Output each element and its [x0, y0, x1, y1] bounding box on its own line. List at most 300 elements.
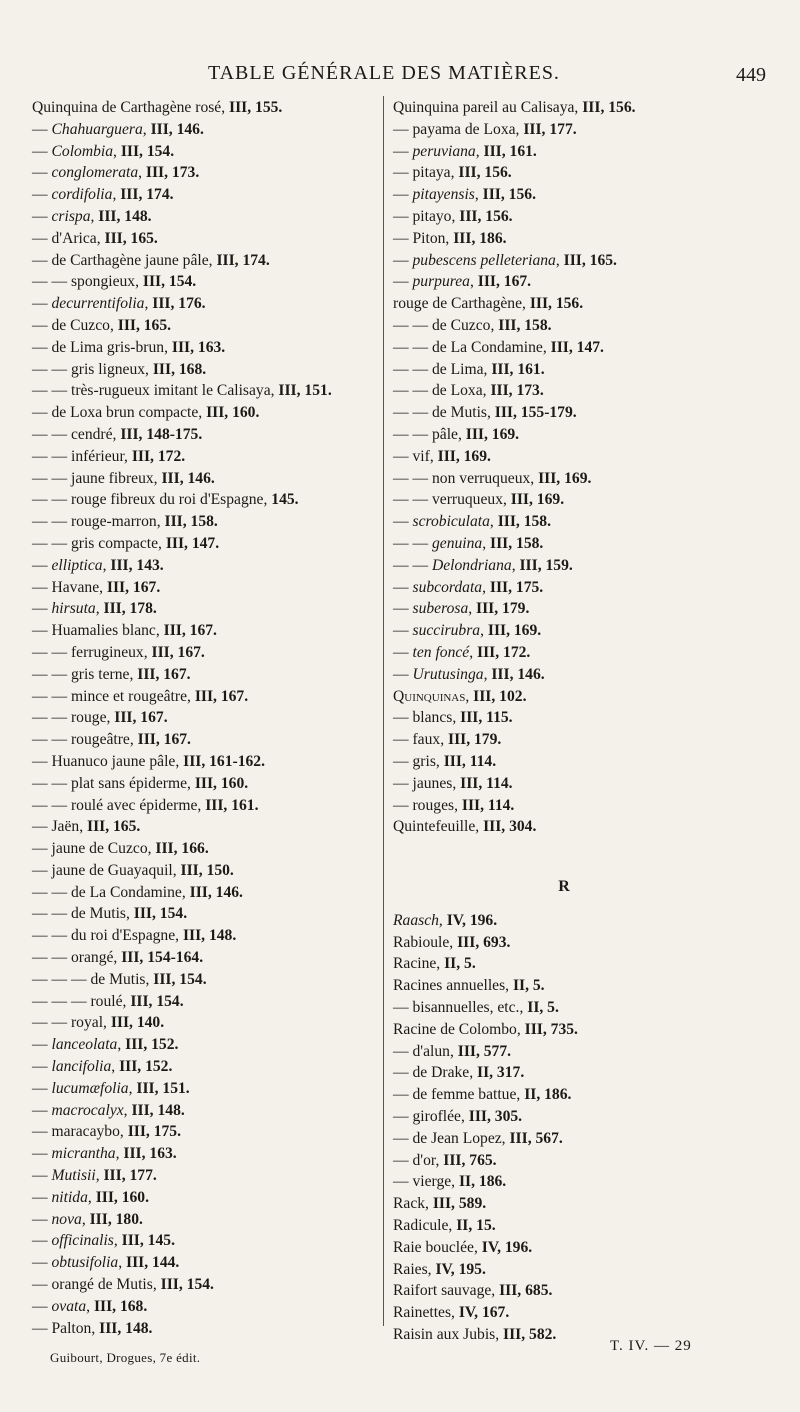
entry-term: — Huanuco jaune pâle,	[32, 752, 184, 770]
entry-term: ,	[102, 556, 111, 574]
index-entry	[393, 228, 763, 250]
entry-reference: III, 156.	[529, 295, 584, 313]
entry-term: Racines annuelles,	[393, 977, 513, 995]
index-entry	[32, 991, 377, 1013]
entry-term: Rack,	[393, 1195, 433, 1213]
entry-term: — — du roi d'Espagne,	[32, 927, 183, 945]
index-entry	[393, 953, 763, 975]
entry-reference: III, 167.	[477, 273, 532, 291]
entry-reference: III, 146.	[189, 883, 243, 901]
entry-term: — — — roulé,	[32, 992, 131, 1010]
entry-term: — rouges,	[393, 796, 462, 814]
index-entry	[393, 598, 763, 620]
index-entry	[393, 250, 763, 272]
entry-reference: III, 115.	[460, 709, 513, 727]
entry-term: — — de Loxa,	[393, 382, 491, 400]
entry-term: —	[393, 513, 413, 531]
entry-reference: III, 158.	[497, 513, 551, 531]
entry-term-italic: cordifolia	[51, 186, 113, 204]
entry-term: —	[32, 295, 52, 313]
entry-reference: III, 765.	[443, 1151, 497, 1169]
index-entry	[32, 1318, 377, 1340]
entry-reference: III, 156.	[459, 207, 513, 225]
entry-term-italic: crispa	[51, 207, 91, 225]
entry-reference: III, 158.	[490, 534, 544, 552]
entry-term-italic: elliptica	[51, 556, 103, 574]
entry-term: Rabioule,	[393, 933, 458, 951]
entry-term: —	[32, 1210, 52, 1228]
entry-term: ,	[86, 1297, 94, 1315]
entry-reference: III, 172.	[131, 447, 186, 465]
entry-term-italic: Raasch	[393, 911, 439, 929]
entry-reference: III, 154.	[153, 970, 207, 988]
entry-reference: II, 5.	[512, 977, 545, 995]
entry-reference: III, 161.	[205, 796, 259, 814]
entry-term: ,	[511, 556, 520, 574]
index-entry	[393, 337, 763, 359]
entry-term: —	[32, 1101, 52, 1119]
entry-term: — — spongieux,	[32, 273, 143, 291]
entry-term: — vierge,	[393, 1173, 459, 1191]
index-entry	[32, 925, 377, 947]
entry-reference: III, 305.	[468, 1108, 523, 1126]
index-entry	[393, 1215, 763, 1237]
entry-term: ,	[144, 295, 153, 313]
entry-term: — d'Arica,	[32, 229, 105, 247]
index-entry	[32, 97, 377, 119]
entry-term: ,	[95, 600, 104, 618]
index-entry	[32, 773, 377, 795]
entry-reference: III, 146.	[161, 469, 215, 487]
page-number: 449	[736, 64, 766, 86]
entry-reference: III, 167.	[137, 731, 191, 749]
entry-reference: III, 165.	[117, 316, 172, 334]
entry-term: —	[32, 600, 52, 618]
entry-term: —	[393, 665, 413, 683]
index-entry	[32, 271, 377, 293]
entry-term: Quinquina pareil au Calisaya,	[393, 99, 583, 116]
entry-term-italic: nova	[51, 1210, 82, 1228]
entry-term: — Jaën,	[32, 818, 87, 836]
entry-reference: III, 168.	[93, 1297, 148, 1315]
entry-reference: III, 154.	[120, 142, 175, 160]
index-entry	[393, 664, 763, 686]
index-entry	[393, 1280, 763, 1302]
footer-imprint: Guibourt, Drogues, 7e édit.	[50, 1350, 201, 1365]
entry-reference: III, 169.	[465, 425, 520, 443]
entry-term: —	[393, 578, 413, 596]
entry-term: —	[32, 142, 52, 160]
entry-reference: III, 567.	[509, 1129, 563, 1147]
entry-term: — — de La Condamine,	[393, 338, 551, 356]
entry-term: —	[393, 186, 413, 204]
entry-term: Raie bouclée,	[393, 1238, 482, 1256]
index-entry	[32, 816, 377, 838]
index-entry	[393, 468, 763, 490]
entry-term: — d'alun,	[393, 1042, 458, 1060]
running-header	[0, 58, 800, 92]
entry-term-italic: peruviana	[412, 142, 476, 160]
entry-reference: III, 148.	[182, 927, 237, 945]
entry-reference: III, 158.	[498, 316, 552, 334]
entry-reference: III, 176.	[152, 295, 206, 313]
entry-term: ,	[468, 600, 477, 618]
index-entry	[32, 119, 377, 141]
index-entry	[32, 686, 377, 708]
entry-term: Quinquina de Carthagène rosé,	[32, 99, 230, 116]
entry-term: — — rougeâtre,	[32, 731, 138, 749]
entry-term: ,	[482, 534, 491, 552]
entry-term: — vif,	[393, 447, 438, 465]
entry-reference: III, 154.	[142, 273, 197, 291]
entry-term-italic: obtusifolia	[51, 1254, 119, 1272]
index-entry	[393, 1302, 763, 1324]
entry-term: Quintefeuille,	[393, 818, 484, 836]
index-entry	[32, 1274, 377, 1296]
index-entry	[32, 838, 377, 860]
entry-reference: IV, 195.	[435, 1260, 486, 1278]
entry-term: ,	[118, 1254, 127, 1272]
entry-term: ,	[128, 1079, 137, 1097]
entry-reference: III, 174.	[216, 251, 270, 269]
entry-term-italic: nitida	[51, 1188, 88, 1206]
entry-term: ,	[142, 120, 151, 138]
entry-term: — de femme battue,	[393, 1086, 525, 1104]
entry-term: — — inférieur,	[32, 447, 132, 465]
entry-term: ,	[555, 251, 564, 269]
entry-reference: III, 144.	[126, 1254, 180, 1272]
entry-reference: II, 186.	[524, 1086, 572, 1104]
entry-reference: III, 146.	[150, 120, 204, 138]
index-entry	[393, 620, 763, 642]
entry-term: — de Carthagène jaune pâle,	[32, 251, 217, 269]
entry-reference: III, 152.	[125, 1036, 179, 1054]
entry-term: —	[32, 1297, 52, 1315]
entry-term: ,	[81, 1210, 90, 1228]
entry-reference: III, 154.	[130, 992, 184, 1010]
index-entry	[32, 707, 377, 729]
index-entry	[32, 141, 377, 163]
entry-term-italic: lanceolata	[51, 1036, 118, 1054]
entry-term: —	[32, 1232, 52, 1250]
index-entry	[393, 1084, 763, 1106]
entry-term: — jaune de Guayaquil,	[32, 861, 181, 879]
entry-reference: III, 175.	[489, 578, 544, 596]
entry-term: — — rouge fibreux du roi d'Espagne,	[32, 491, 272, 509]
entry-term: — giroflée,	[393, 1108, 469, 1126]
entry-reference: IV, 196.	[481, 1238, 533, 1256]
entry-term: —	[32, 1058, 52, 1076]
entry-reference: III, 140.	[110, 1014, 165, 1032]
index-entry	[393, 424, 763, 446]
entry-reference: III, 178.	[103, 600, 157, 618]
entry-term: — faux,	[393, 731, 448, 749]
entry-term: — bisannuelles, etc.,	[393, 999, 528, 1017]
entry-term: ,	[138, 164, 146, 182]
page-title: TABLE GÉNÉRALE DES MATIÈRES.	[208, 62, 560, 84]
entry-reference: III, 172.	[477, 643, 531, 661]
entry-reference: III, 155.	[229, 99, 283, 116]
entry-reference: II, 15.	[456, 1217, 496, 1235]
entry-term: — — de Lima,	[393, 360, 492, 378]
entry-reference: III, 186.	[453, 229, 507, 247]
entry-term-italic: Colombia	[51, 142, 114, 160]
entry-reference: III, 163.	[123, 1145, 177, 1163]
entry-reference: III, 177.	[103, 1167, 157, 1185]
entry-reference: III, 152.	[119, 1058, 173, 1076]
entry-reference: III, 159.	[519, 556, 573, 574]
index-entry	[393, 359, 763, 381]
entry-term: — — jaune fibreux,	[32, 469, 162, 487]
entry-term: Raifort sauvage,	[393, 1282, 500, 1300]
index-entry	[32, 315, 377, 337]
entry-term: ,	[95, 1167, 104, 1185]
entry-term: — — de Mutis,	[393, 404, 495, 422]
entry-term: ,	[482, 578, 490, 596]
entry-reference: III, 154.	[160, 1276, 214, 1294]
entry-term: —	[32, 1167, 52, 1185]
entry-term: —	[393, 142, 413, 160]
index-entry	[32, 446, 377, 468]
index-entry	[32, 402, 377, 424]
entry-term: —	[32, 1254, 52, 1272]
index-entry	[32, 795, 377, 817]
entry-term-italic: conglomerata	[51, 164, 139, 182]
entry-reference: II, 186.	[458, 1173, 507, 1191]
index-entry	[32, 555, 377, 577]
entry-reference: III, 167.	[151, 643, 205, 661]
entry-term: ,	[115, 1145, 124, 1163]
index-entry	[32, 228, 377, 250]
entry-reference: III, 148.	[99, 1319, 153, 1337]
entry-term: — Piton,	[393, 229, 454, 247]
entry-term: — de Cuzco,	[32, 316, 118, 334]
entry-reference: III, 167.	[106, 578, 161, 596]
index-entry	[393, 293, 763, 315]
entry-term: Racine de Colombo,	[393, 1020, 525, 1038]
entry-reference: III, 693.	[457, 933, 511, 951]
entry-reference: III, 169.	[510, 491, 565, 509]
entry-reference: III, 167.	[163, 622, 217, 640]
index-entry	[393, 162, 763, 184]
entry-term: — — roulé avec épiderme,	[32, 796, 206, 814]
index-entry	[32, 751, 377, 773]
index-entry	[393, 1171, 763, 1193]
entry-term: — de Drake,	[393, 1064, 477, 1082]
entry-term: — blancs,	[393, 709, 461, 727]
index-entry	[393, 795, 763, 817]
entry-reference: III, 146.	[491, 665, 545, 683]
entry-term: ,	[489, 513, 498, 531]
entry-reference: III, 147.	[550, 338, 604, 356]
entry-reference: III, 735.	[524, 1020, 578, 1038]
entry-term: — gris,	[393, 752, 444, 770]
entry-term: — — rouge-marron,	[32, 513, 165, 531]
entry-term: —	[32, 1079, 52, 1097]
entry-term: —	[32, 1036, 52, 1054]
entry-term: — de Lima gris-brun,	[32, 338, 172, 356]
entry-term: Radicule,	[393, 1217, 457, 1235]
entry-term: Racine,	[393, 955, 445, 973]
entry-term: ,	[438, 911, 447, 929]
index-entry	[32, 1296, 377, 1318]
entry-reference: III, 156.	[482, 186, 536, 204]
entry-term: — d'or,	[393, 1151, 444, 1169]
entry-term-italic: suberosa	[412, 600, 469, 618]
entry-reference: III, 154.	[133, 905, 188, 923]
index-entry	[32, 206, 377, 228]
entry-reference: III, 304.	[483, 818, 537, 836]
index-entry	[32, 620, 377, 642]
entry-reference: III, 156.	[582, 99, 636, 116]
entry-reference: III, 150.	[180, 861, 234, 879]
entry-term: — orangé de Mutis,	[32, 1276, 161, 1294]
index-entry	[32, 577, 377, 599]
index-entry	[32, 1209, 377, 1231]
entry-reference: 145.	[271, 491, 299, 509]
entry-term: —	[393, 251, 413, 269]
entry-term-italic: lancifolia	[51, 1058, 112, 1076]
entry-reference: III, 165.	[104, 229, 158, 247]
entry-reference: III, 154-164.	[121, 949, 204, 967]
entry-reference: III, 163.	[171, 338, 226, 356]
index-entry	[32, 969, 377, 991]
entry-term: — payama de Loxa,	[393, 120, 524, 138]
entry-term-italic: subcordata	[412, 578, 483, 596]
index-entry	[32, 882, 377, 904]
entry-term: ,	[475, 142, 484, 160]
entry-reference: III, 114.	[443, 752, 497, 770]
entry-term: —	[32, 186, 52, 204]
index-entry	[393, 1106, 763, 1128]
index-entry	[32, 250, 377, 272]
index-column-left	[32, 97, 377, 1339]
index-entry	[393, 380, 763, 402]
entry-term: — Palton,	[32, 1319, 100, 1337]
entry-reference: III, 151.	[278, 382, 332, 400]
entry-term: ,	[112, 186, 121, 204]
entry-reference: III, 151.	[136, 1079, 190, 1097]
index-entry	[393, 511, 763, 533]
index-entry	[393, 1041, 763, 1063]
entry-term: — — gris ligneux,	[32, 360, 153, 378]
entry-term: —	[393, 273, 413, 291]
index-entry	[393, 997, 763, 1019]
entry-reference: III, 169.	[538, 469, 592, 487]
index-column-right	[393, 97, 763, 1346]
index-entry	[393, 402, 763, 424]
entry-term: —	[32, 164, 52, 182]
index-entry	[393, 910, 763, 932]
index-entry	[393, 1150, 763, 1172]
entry-term-italic: ovata	[51, 1297, 87, 1315]
entry-reference: III, 173.	[145, 164, 200, 182]
index-entry	[393, 1259, 763, 1281]
index-entry	[32, 533, 377, 555]
index-entry	[393, 206, 763, 228]
entry-term: — pitayo,	[393, 207, 460, 225]
index-entry	[32, 947, 377, 969]
section-letter: R	[558, 878, 570, 896]
entry-term-italic: genuina	[431, 534, 483, 552]
entry-term-italic: Chahuarguera	[51, 120, 143, 138]
index-entry	[32, 293, 377, 315]
entry-reference: III, 160.	[95, 1188, 149, 1206]
index-entry	[393, 642, 763, 664]
entry-reference: III, 180.	[89, 1210, 143, 1228]
entry-reference: IV, 196.	[446, 911, 498, 929]
index-entry	[393, 1193, 763, 1215]
index-entry	[393, 707, 763, 729]
entry-term: — — plat sans épiderme,	[32, 774, 195, 792]
index-entry	[32, 903, 377, 925]
index-entry	[393, 773, 763, 795]
index-entry	[32, 1230, 377, 1252]
entry-reference: III, 145.	[121, 1232, 175, 1250]
entry-reference: III, 160.	[194, 774, 249, 792]
entry-reference: III, 175.	[127, 1123, 181, 1141]
entry-term: — — verruqueux,	[393, 491, 511, 509]
entry-reference: III, 114.	[461, 796, 515, 814]
entry-term: — — très-rugueux imitant le Calisaya,	[32, 382, 279, 400]
index-entry	[393, 932, 763, 954]
entry-reference: IV, 167.	[458, 1304, 510, 1322]
index-entry	[393, 533, 763, 555]
entry-term: — — orangé,	[32, 949, 122, 967]
entry-term-italic: scrobiculata	[412, 513, 490, 531]
index-entry	[393, 184, 763, 206]
entry-reference: III, 148-175.	[120, 425, 203, 443]
index-entry	[393, 1237, 763, 1259]
entry-reference: III, 169.	[437, 447, 491, 465]
entry-term: —	[32, 207, 52, 225]
index-entry	[32, 380, 377, 402]
entry-term: ,	[117, 1036, 126, 1054]
entry-reference: III, 589.	[432, 1195, 487, 1213]
entry-reference: III, 161.	[491, 360, 545, 378]
entry-term: — — gris terne,	[32, 665, 138, 683]
entry-term: — maracaybo,	[32, 1123, 128, 1141]
entry-term: ,	[87, 1188, 96, 1206]
entry-term-italic: Delondriana	[431, 556, 512, 574]
entry-reference: III, 177.	[523, 120, 577, 138]
entry-reference: III, 167.	[194, 687, 249, 705]
entry-term: — — ferrugineux,	[32, 643, 152, 661]
entry-reference: III, 166.	[155, 840, 209, 858]
entry-term: — — gris compacte,	[32, 534, 166, 552]
entry-term-italic: decurrentifolia	[51, 295, 145, 313]
index-entry	[32, 1187, 377, 1209]
entry-term: ,	[123, 1101, 132, 1119]
index-entry	[32, 184, 377, 206]
entry-reference: III, 148.	[131, 1101, 185, 1119]
index-entry	[32, 424, 377, 446]
entry-reference: II, 5.	[444, 955, 476, 973]
index-entry	[32, 1165, 377, 1187]
entry-reference: III, 161.	[483, 142, 537, 160]
entry-term: Raies,	[393, 1260, 436, 1278]
entry-term-italic: succirubra	[412, 622, 481, 640]
index-entry	[393, 1324, 763, 1346]
entry-term: — — cendré,	[32, 425, 121, 443]
index-entry	[32, 664, 377, 686]
entry-reference: III, 165.	[563, 251, 617, 269]
entry-term-italic: lucumæfolia	[51, 1079, 129, 1097]
index-entry	[393, 686, 763, 708]
entry-term-italic: pubescens pelleteriana	[412, 251, 556, 269]
index-entry	[393, 489, 763, 511]
entry-term: — — pâle,	[393, 425, 466, 443]
